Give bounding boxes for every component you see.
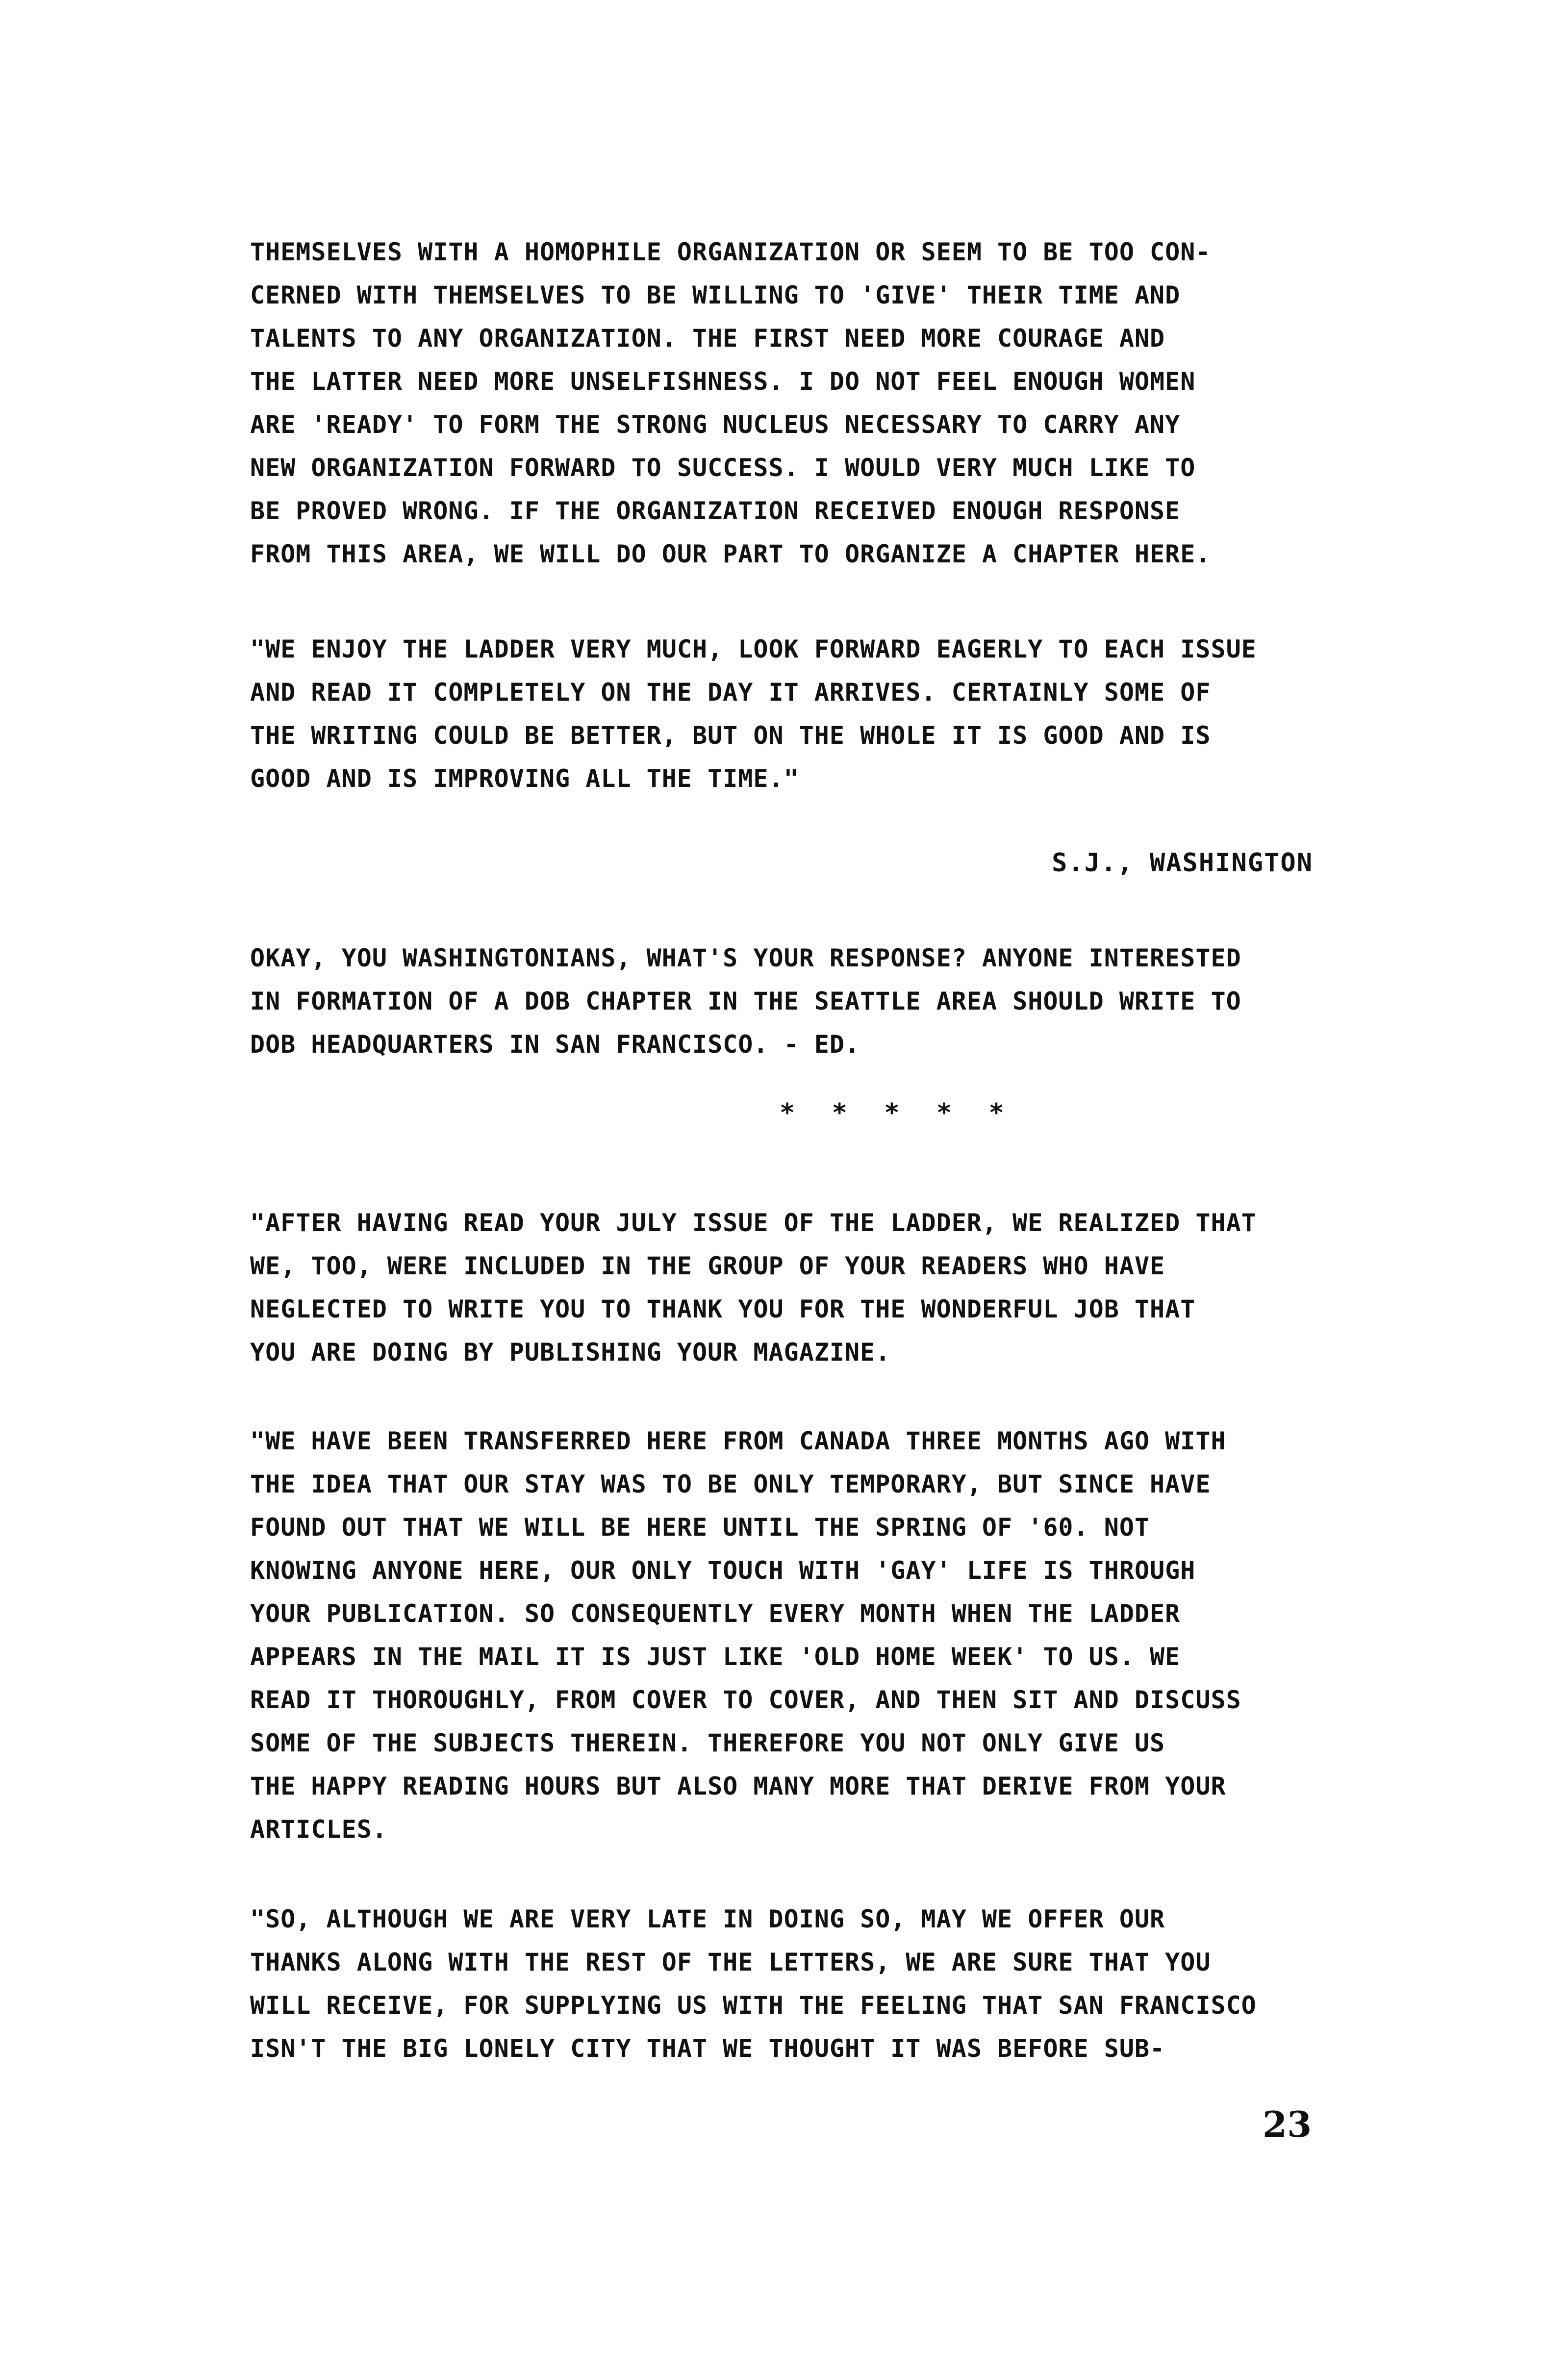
text-line: THANKS ALONG WITH THE REST OF THE LETTERS, WE ARE SURE THAT YOU [250,1948,1211,1976]
text-line: NEGLECTED TO WRITE YOU TO THANK YOU FOR THE WONDERFUL JOB THAT [250,1295,1196,1323]
text-line: NEW ORGANIZATION FORWARD TO SUCCESS. I WOULD VERY MUCH LIKE TO [250,454,1196,482]
paragraph-1 [250,230,1348,576]
text-line: ARE 'READY' TO FORM THE STRONG NUCLEUS NECESSARY TO CARRY ANY [250,410,1181,439]
text-line: GOOD AND IS IMPROVING ALL THE TIME." [250,764,799,793]
text-line: FROM THIS AREA, WE WILL DO OUR PART TO ORGANIZE A CHAPTER HERE. [250,540,1211,568]
paragraph-5 [250,1419,1348,1851]
text-line: FOUND OUT THAT WE WILL BE HERE UNTIL THE SPRING OF '60. NOT [250,1513,1150,1542]
text-line: THE WRITING COULD BE BETTER, BUT ON THE WHOLE IT IS GOOD AND IS [250,721,1211,750]
text-line: "WE ENJOY THE LADDER VERY MUCH, LOOK FORWARD EAGERLY TO EACH ISSUE [250,635,1257,663]
text-line: DOB HEADQUARTERS IN SAN FRANCISCO. - ED. [250,1030,860,1059]
text-line: READ IT THOROUGHLY, FROM COVER TO COVER, AND THEN SIT AND DISCUSS [250,1686,1241,1714]
page-number: 23 [1263,2103,1312,2145]
text-line: YOU ARE DOING BY PUBLISHING YOUR MAGAZINE. [250,1338,891,1367]
text-line: AND READ IT COMPLETELY ON THE DAY IT ARRIVES. CERTAINLY SOME OF [250,678,1211,707]
text-line: YOUR PUBLICATION. SO CONSEQUENTLY EVERY MONTH WHEN THE LADDER [250,1599,1181,1628]
text-line: IN FORMATION OF A DOB CHAPTER IN THE SEATTLE AREA SHOULD WRITE TO [250,987,1241,1015]
paragraph-3 [250,937,1348,1066]
text-line: THE LATTER NEED MORE UNSELFISHNESS. I DO NOT FEEL ENOUGH WOMEN [250,367,1196,396]
text-line: TALENTS TO ANY ORGANIZATION. THE FIRST NEED MORE COURAGE AND [250,324,1165,353]
text-line: SOME OF THE SUBJECTS THEREIN. THEREFORE YOU NOT ONLY GIVE US [250,1729,1165,1757]
text-line: "SO, ALTHOUGH WE ARE VERY LATE IN DOING SO, MAY WE OFFER OUR [250,1905,1165,1933]
text-line: ARTICLES. [250,1815,387,1844]
paragraph-4 [250,1201,1348,1374]
text-line: KNOWING ANYONE HERE, OUR ONLY TOUCH WITH 'GAY' LIFE IS THROUGH [250,1556,1196,1585]
text-line: CERNED WITH THEMSELVES TO BE WILLING TO 'GIVE' THEIR TIME AND [250,281,1181,309]
text-line: THE IDEA THAT OUR STAY WAS TO BE ONLY TEMPORARY, BUT SINCE HAVE [250,1470,1211,1498]
signature: S.J., WASHINGTON [1052,848,1313,878]
text-line: BE PROVED WRONG. IF THE ORGANIZATION RECEIVED ENOUGH RESPONSE [250,497,1181,525]
text-line: ISN'T THE BIG LONELY CITY THAT WE THOUGHT IT WAS BEFORE SUB- [250,2034,1165,2063]
paragraph-2 [250,628,1348,800]
text-line: APPEARS IN THE MAIL IT IS JUST LIKE 'OLD HOME WEEK' TO US. WE [250,1643,1181,1671]
text-line: OKAY, YOU WASHINGTONIANS, WHAT'S YOUR RESPONSE? ANYONE INTERESTED [250,944,1241,972]
text-line: WE, TOO, WERE INCLUDED IN THE GROUP OF YOUR READERS WHO HAVE [250,1252,1165,1280]
section-separator: * * * * * [780,1098,1015,1128]
text-line: "WE HAVE BEEN TRANSFERRED HERE FROM CANADA THREE MONTHS AGO WITH [250,1427,1226,1455]
text-line: WILL RECEIVE, FOR SUPPLYING US WITH THE FEELING THAT SAN FRANCISCO [250,1991,1257,2020]
text-line: THEMSELVES WITH A HOMOPHILE ORGANIZATION OR SEEM TO BE TOO CON- [250,238,1211,266]
text-line: THE HAPPY READING HOURS BUT ALSO MANY MORE THAT DERIVE FROM YOUR [250,1772,1226,1800]
paragraph-6 [250,1898,1348,2070]
text-line: "AFTER HAVING READ YOUR JULY ISSUE OF THE LADDER, WE REALIZED THAT [250,1209,1257,1237]
